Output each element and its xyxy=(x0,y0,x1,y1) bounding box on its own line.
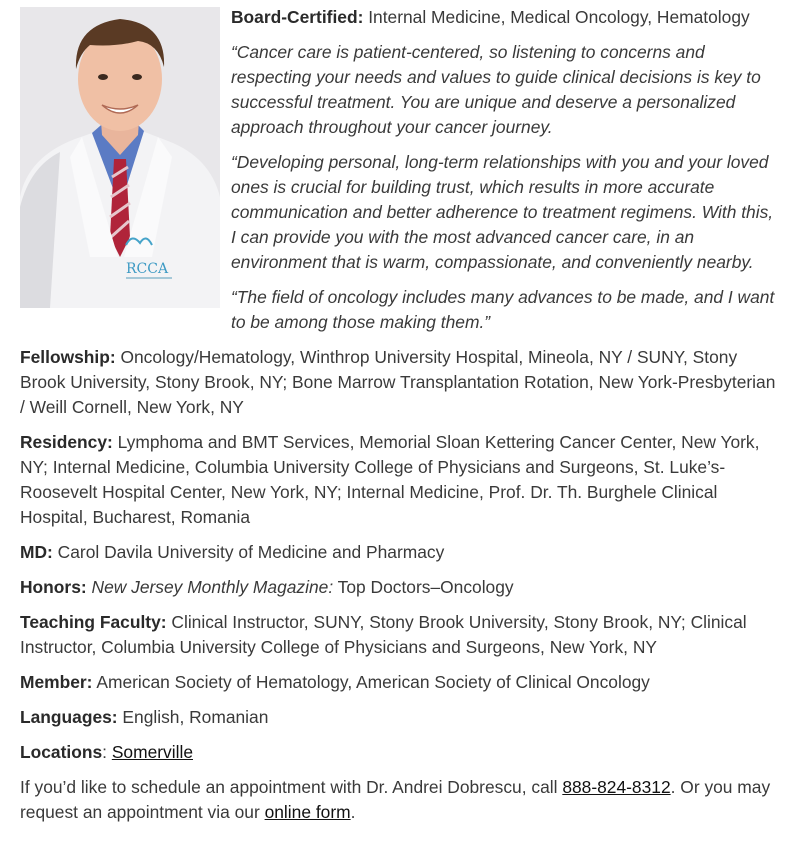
residency-line xyxy=(20,430,777,530)
fellowship-line xyxy=(20,345,777,420)
locations-sep: : xyxy=(102,742,112,762)
member-label: Member: xyxy=(20,672,93,692)
phone-link[interactable]: 888-824-8312 xyxy=(562,777,671,797)
doctor-photo xyxy=(20,7,220,308)
quote-2: “Developing personal, long-term relationships with you and your loved ones is crucial for building trust, which results in more accurate communication and better adherence to treatment regimens. With this, I can provide you with the most advanced cancer care, in an environment that is warm, compassionate, and conveniently nearby. xyxy=(231,152,774,272)
teaching-text: Clinical Instructor, SUNY, Stony Brook University, Stony Brook, NY; Clinical Instructor, Columbia University College of Physicians and Surgeons, New York, NY xyxy=(20,612,747,657)
member-text: American Society of Hematology, American Society of Clinical Oncology xyxy=(92,672,650,692)
honors-line xyxy=(20,575,777,600)
appointment-text-1: If you’d like to schedule an appointment with Dr. Andrei Dobrescu, call xyxy=(20,777,563,797)
languages-line xyxy=(20,705,777,730)
honors-publication: New Jersey Monthly Magazine: xyxy=(91,577,334,597)
teaching-line xyxy=(20,610,777,660)
md-label: MD: xyxy=(20,542,53,562)
md-text: Carol Davila University of Medicine and Pharmacy xyxy=(52,542,445,562)
residency-label: Residency: xyxy=(20,432,113,452)
online-form-link[interactable]: online form xyxy=(264,802,351,822)
board-certified-label: Board-Certified: xyxy=(231,7,364,27)
fellowship-text: Oncology/Hematology, Winthrop University Hospital, Mineola, NY / SUNY, Stony Brook University, Stony Brook, NY; Bone Marrow Transplantation Rotation, New York-Presbyterian / Weill Cornell, New York, NY xyxy=(20,347,776,417)
languages-label: Languages: xyxy=(20,707,118,727)
honors-text: Top Doctors–Oncology xyxy=(333,577,514,597)
quote-3: “The field of oncology includes many advances to be made, and I want to be among those making them.” xyxy=(231,287,775,332)
locations-line xyxy=(20,740,777,765)
rcca-logo: RCCA xyxy=(126,261,169,277)
appointment-line xyxy=(20,775,777,825)
honors-label: Honors: xyxy=(20,577,87,597)
appointment-text-2: . Or you may request an appointment via our xyxy=(20,777,771,822)
fellowship-label: Fellowship: xyxy=(20,347,116,367)
md-line xyxy=(20,540,777,565)
doctor-portrait-image xyxy=(20,7,220,308)
board-certified-text: Internal Medicine, Medical Oncology, Hematology xyxy=(363,7,750,27)
location-link-somerville[interactable]: Somerville xyxy=(111,742,193,762)
appointment-text-3: . xyxy=(350,802,356,822)
residency-text: Lymphoma and BMT Services, Memorial Sloan Kettering Cancer Center, New York, NY; Internal Medicine, Columbia University College of Physicians and Surgeons, St. Luke’s-Roosevelt Hospital Center, New York, NY; Internal Medicine, Prof. Dr. Th. Burghele Clinical Hospital, Bucharest, Romania xyxy=(20,432,760,527)
member-line xyxy=(20,670,777,695)
locations-label: Locations xyxy=(20,742,103,762)
teaching-label: Teaching Faculty: xyxy=(20,612,167,632)
quote-1: “Cancer care is patient-centered, so listening to concerns and respecting your needs and values to guide clinical decisions is key to successful treatment. You are unique and deserve a personalized approach throughout your cancer journey. xyxy=(231,42,761,137)
languages-text: English, Romanian xyxy=(117,707,269,727)
